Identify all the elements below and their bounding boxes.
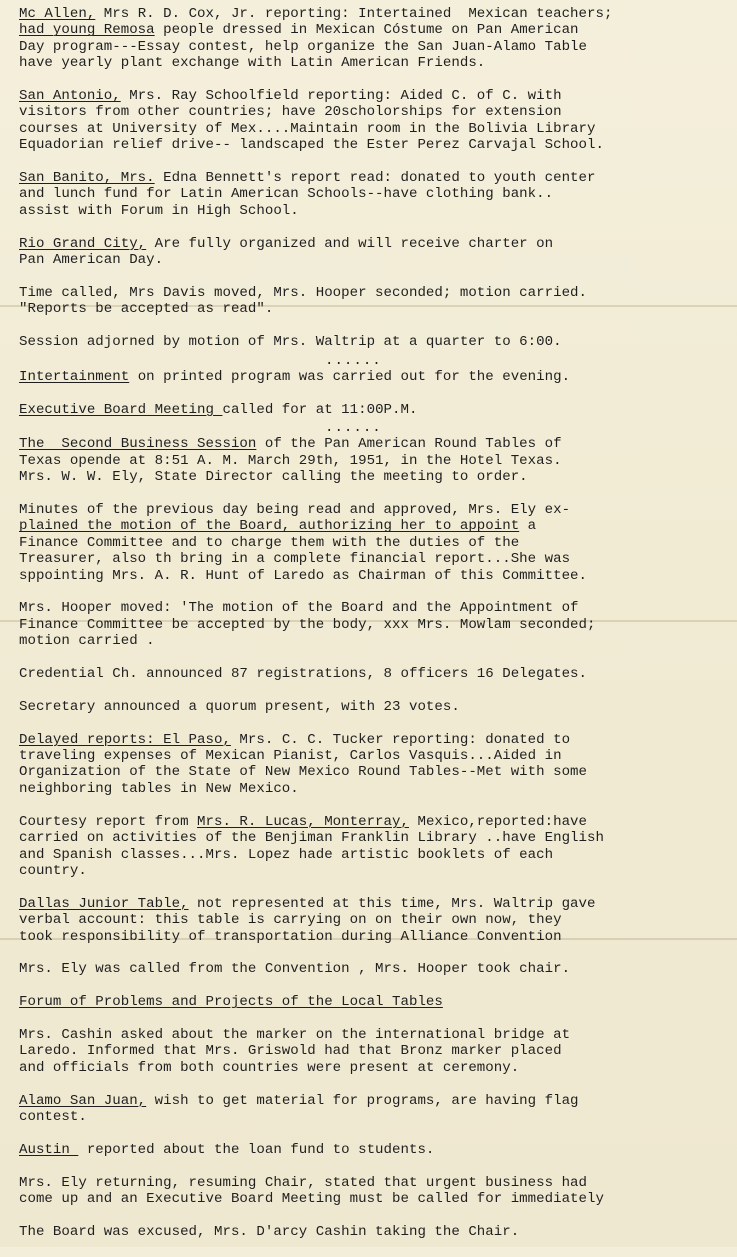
underlined-text: Mrs. R. Lucas, Monterray,: [197, 813, 409, 830]
text-segment: sppointing Mrs. A. R. Hunt of Laredo as Chairman of this Committee.: [19, 567, 588, 584]
underlined-text: Mc Allen,: [19, 6, 96, 22]
paragraph: [19, 88, 731, 154]
text-segment: contest.: [19, 1108, 87, 1125]
paragraph: [19, 369, 731, 385]
text-line: [19, 121, 731, 137]
paragraph: [19, 666, 731, 682]
text-line: [19, 369, 731, 385]
text-segment: reported about the loan fund to students.: [78, 1141, 435, 1158]
underlined-text: Alamo San Juan,: [19, 1092, 147, 1109]
text-segment: Time called, Mrs Davis moved, Mrs. Hooper seconded; motion carried.: [19, 284, 588, 301]
text-line: [19, 994, 731, 1010]
paragraph: [19, 994, 731, 1010]
text-line: [19, 666, 731, 682]
text-segment: verbal account: this table is carrying on on their own now, they: [19, 912, 562, 929]
paragraph: [19, 699, 731, 715]
text-line: [19, 1027, 731, 1043]
text-segment: come up and an Executive Board Meeting must be called for immediately: [19, 1190, 604, 1207]
section-separator-dots: ......: [325, 352, 382, 369]
paragraph: [19, 170, 731, 219]
text-segment: Finance Committee be accepted by the body, xxx Mrs. Mowlam seconded;: [19, 616, 596, 633]
text-line: [19, 402, 731, 418]
underlined-text: Executive Board Meeting: [19, 401, 223, 418]
text-segment: Pan American Day.: [19, 252, 164, 269]
text-segment: Mrs R. D. Cox, Jr. reporting: Intertained Mexican teachers;: [95, 6, 613, 22]
underlined-text: The Second Business Session: [19, 436, 257, 453]
paragraph: [19, 600, 731, 649]
section-separator-dots: ......: [325, 420, 382, 437]
text-line: [19, 568, 731, 584]
paragraph: [19, 502, 731, 584]
text-segment: Mexico,reported:have: [408, 813, 588, 830]
text-line: [19, 1142, 731, 1158]
text-segment: took responsibility of transportation during Alliance Convention: [19, 928, 562, 945]
text-segment: Edna Bennett's report read: donated to youth center: [154, 170, 596, 187]
text-segment: have yearly plant exchange with Latin American Friends.: [19, 55, 486, 72]
text-line: [19, 781, 731, 797]
text-line: [19, 55, 731, 71]
paragraph: [19, 1027, 731, 1076]
paragraph: [19, 896, 731, 945]
text-segment: traveling expenses of Mexican Pianist, Carlos Vasquis...Aided in: [19, 748, 562, 765]
paragraph: [19, 814, 731, 880]
text-line: [19, 535, 731, 551]
text-segment: Laredo. Informed that Mrs. Griswold had that Bronz marker placed: [19, 1043, 562, 1060]
text-segment: Finance Committee and to charge them with the duties of the: [19, 534, 520, 551]
text-segment: on printed program was carried out for the evening.: [129, 368, 571, 385]
text-segment: Mrs. W. W. Ely, State Director calling the meeting to order.: [19, 469, 528, 486]
underlined-text: Intertainment: [19, 368, 130, 385]
text-line: [19, 39, 731, 55]
text-line: [19, 1060, 731, 1076]
text-line: [19, 617, 731, 633]
text-segment: and officials from both countries were present at ceremony.: [19, 1059, 520, 1076]
text-segment: carried on activities of the Benjiman Franklin Library ..have English: [19, 830, 604, 847]
text-line: [19, 301, 731, 317]
text-segment: country.: [19, 862, 87, 879]
text-segment: "Reports be accepted as read".: [19, 301, 274, 318]
paragraph: [19, 1224, 731, 1240]
text-segment: assist with Forum in High School.: [19, 202, 299, 219]
underlined-text: Austin: [19, 1141, 79, 1158]
text-line: [19, 186, 731, 202]
underlined-text: Forum of Problems and Projects of the Local Tables: [19, 994, 443, 1011]
text-line: [19, 334, 731, 350]
text-line: [19, 732, 731, 748]
paragraph: [19, 6, 731, 72]
text-segment: Courtesy report from: [19, 813, 198, 830]
underlined-text: San Banito, Mrs.: [19, 170, 155, 187]
text-segment: a: [519, 518, 537, 535]
text-line: [19, 453, 731, 469]
paragraph: [19, 285, 731, 318]
text-segment: Are fully organized and will receive charter on: [146, 235, 554, 252]
text-line: [19, 633, 731, 649]
text-segment: Mrs. Ray Schoolfield reporting: Aided C. of C. with: [120, 88, 562, 105]
underlined-text: Delayed reports: El Paso,: [19, 731, 231, 748]
text-segment: called for at 11:00P.M.: [222, 401, 418, 418]
text-segment: people dressed in Mexican Cóstume on Pan American: [154, 22, 579, 39]
text-line: [19, 88, 731, 104]
text-segment: visitors from other countries; have 20scholorships for extension: [19, 104, 562, 121]
text-segment: Credential Ch. announced 87 registrations, 8 officers 16 Delegates.: [19, 666, 588, 683]
paragraph: [19, 402, 731, 418]
text-line: [19, 1093, 731, 1109]
text-line: [19, 252, 731, 268]
text-line: [19, 929, 731, 945]
text-segment: Mrs. Cashin asked about the marker on the international bridge at: [19, 1026, 571, 1043]
text-line: [19, 912, 731, 928]
text-line: [19, 1043, 731, 1059]
text-line: [19, 961, 731, 977]
text-segment: Session adjorned by motion of Mrs. Waltrip at a quarter to 6:00.: [19, 334, 562, 351]
text-line: [19, 600, 731, 616]
text-segment: and lunch fund for Latin American Schools--have clothing bank..: [19, 186, 554, 203]
text-line: [19, 502, 731, 518]
text-segment: wish to get material for programs, are having flag: [146, 1092, 579, 1109]
text-line: [19, 847, 731, 863]
text-line: [19, 137, 731, 153]
text-line: [19, 6, 731, 22]
text-line: [19, 830, 731, 846]
underlined-text: Dallas Junior Table,: [19, 895, 189, 912]
typewritten-minutes-document: [19, 6, 731, 1257]
text-line: [19, 436, 731, 452]
text-line: [19, 551, 731, 567]
text-line: [19, 518, 731, 534]
underlined-text: San Antonio,: [19, 88, 121, 105]
text-line: [19, 236, 731, 252]
underlined-text: plained the motion of the Board, authorizing her to appoint: [19, 518, 520, 535]
text-line: [19, 203, 731, 219]
text-segment: Treasurer, also th bring in a complete financial report...She was: [19, 551, 571, 568]
text-segment: neighboring tables in New Mexico.: [19, 780, 299, 797]
text-segment: Mrs. Ely returning, resuming Chair, stated that urgent business had: [19, 1174, 588, 1191]
text-line: [19, 1224, 731, 1240]
text-segment: of the Pan American Round Tables of: [256, 436, 562, 453]
text-segment: Day program---Essay contest, help organize the San Juan-Alamo Table: [19, 38, 588, 55]
text-segment: Mrs. Ely was called from the Convention , Mrs. Hooper took chair.: [19, 961, 571, 978]
paragraph: [19, 1093, 731, 1126]
text-segment: courses at University of Mex....Maintain room in the Bolivia Library: [19, 120, 596, 137]
text-line: [19, 748, 731, 764]
text-line: [19, 104, 731, 120]
text-segment: Minutes of the previous day being read and approved, Mrs. Ely ex-: [19, 502, 571, 519]
text-line: [19, 896, 731, 912]
text-line: [19, 1109, 731, 1125]
text-line: [19, 764, 731, 780]
underlined-text: had young Remosa: [19, 22, 155, 39]
paragraph: [19, 1142, 731, 1158]
paragraph: [19, 732, 731, 798]
paragraph: [19, 436, 731, 485]
text-segment: Organization of the State of New Mexico Round Tables--Met with some: [19, 764, 588, 781]
text-segment: Equadorian relief drive-- landscaped the Ester Perez Carvajal School.: [19, 137, 604, 154]
text-segment: and Spanish classes...Mrs. Lopez hade artistic booklets of each: [19, 846, 554, 863]
text-line: [19, 170, 731, 186]
text-segment: not represented at this time, Mrs. Waltrip gave: [188, 895, 596, 912]
text-segment: Mrs. Hooper moved: 'The motion of the Board and the Appointment of: [19, 600, 579, 617]
paragraph: [19, 236, 731, 269]
text-segment: The Board was excused, Mrs. D'arcy Cashin taking the Chair.: [19, 1223, 520, 1240]
underlined-text: Rio Grand City,: [19, 235, 147, 252]
text-line: [19, 1191, 731, 1207]
text-segment: Secretary announced a quorum present, with 23 votes.: [19, 698, 460, 715]
text-line: [19, 22, 731, 38]
text-segment: Texas opende at 8:51 A. M. March 29th, 1951, in the Hotel Texas.: [19, 452, 562, 469]
text-line: [19, 469, 731, 485]
paragraph: [19, 334, 731, 350]
text-line: [19, 1175, 731, 1191]
text-line: [19, 814, 731, 830]
text-line: [19, 285, 731, 301]
text-segment: motion carried .: [19, 633, 155, 650]
text-line: [19, 863, 731, 879]
paragraph: [19, 961, 731, 977]
paragraph: [19, 1175, 731, 1208]
text-line: [19, 699, 731, 715]
text-segment: Mrs. C. C. Tucker reporting: donated to: [230, 731, 571, 748]
